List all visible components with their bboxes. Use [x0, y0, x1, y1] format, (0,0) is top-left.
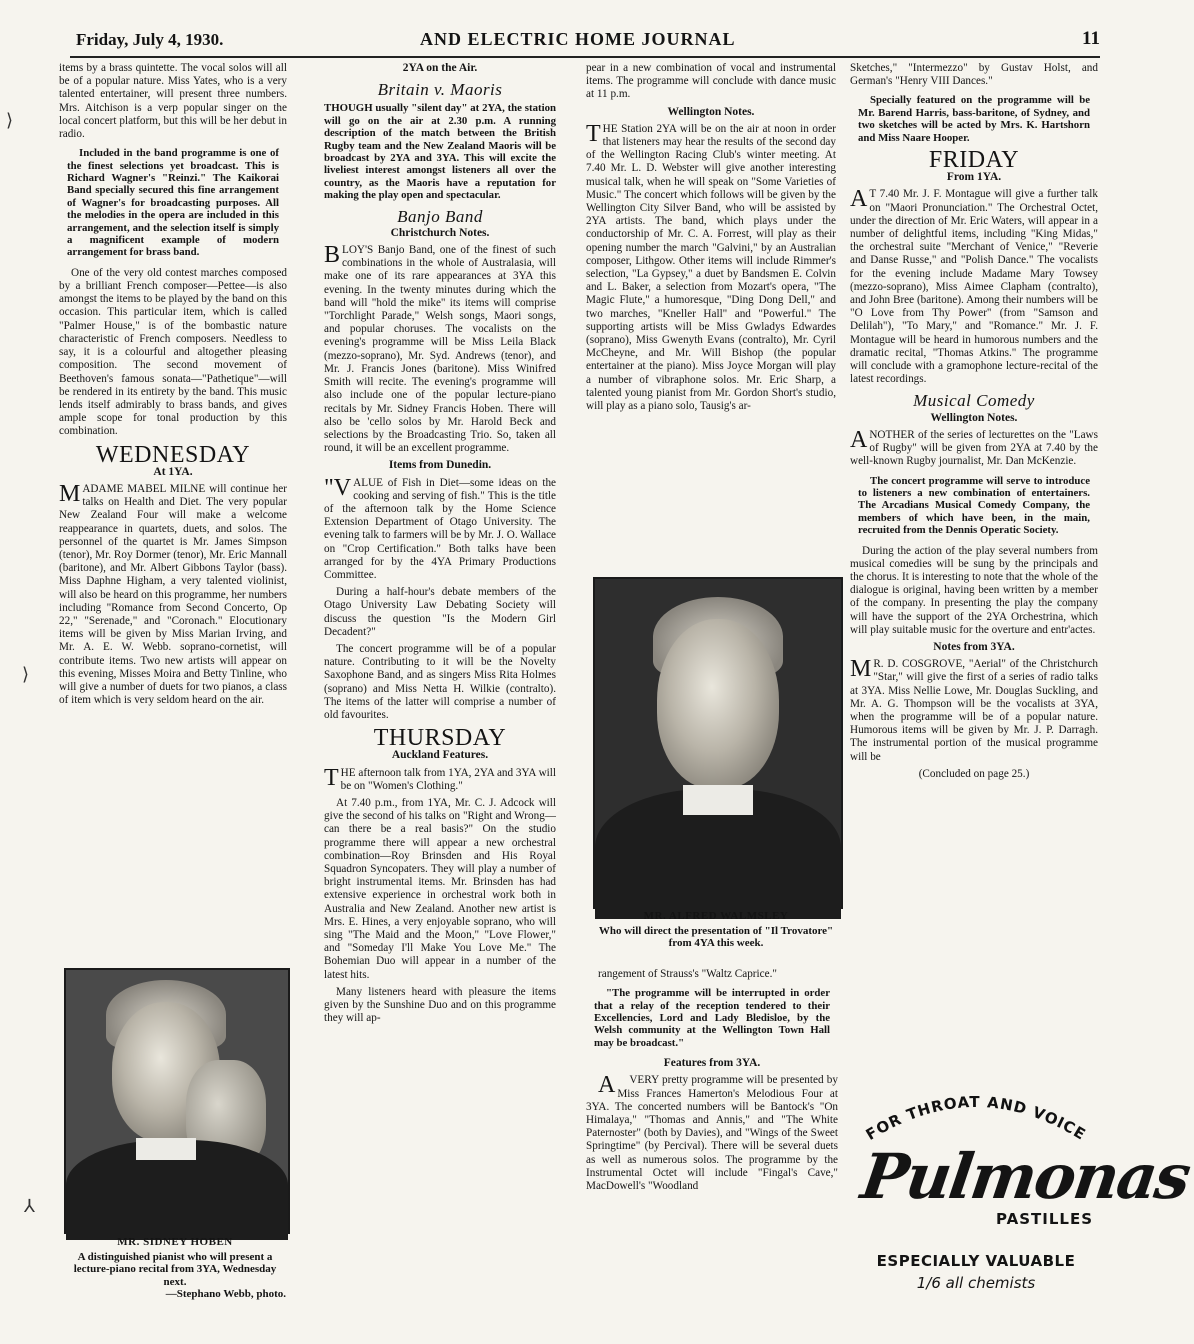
article-paragraph: AT 7.40 Mr. J. F. Montague will give a further talk on "Maori Pronunciation." The Orchestral Octet, under the direction of Mr. Eric Waters, will appear in a number of delightful items, including "King Midas," the orchestral suite "Merchant of Venice," "Reverie and Danse Russe," and "Polish Dance." The vocalists for the evening include Madame Mary Towsey (mezzo-soprano), Miss Aimee Clapham (contralto), and John Bree (baritone). Among their numbers will be "O Love from Thy Power" (from "Samson and Delilah"), "To Mary," and "Romance." Mr. J. F. Montague will be heard in humorous numbers and the dramatic recital, "Thomas Atkins." The programme will conclude with a gramophone lecture-recital of the latest recordings.: [850, 186, 1098, 386]
section-heading: Auckland Features.: [391, 749, 489, 762]
article-paragraph: AVERY pretty programme will be presented by Miss Frances Hamerton's Melodious Four at 3YA. The concerted numbers will be Bantock's "On Himalaya," "Thomas and Annis," and "The White Paternoster" (both by Davies), and "Wings of the Sweet Springtime" (by Percival). There will be several duets as well as numerous solos. The programme by the Instrumental Octet will include "Fingal's Cave," MacDowell's "Woodland: [586, 1072, 838, 1193]
section-heading: Wellington Notes.: [930, 411, 1018, 424]
issue-date: Friday, July 4, 1930.: [76, 30, 224, 49]
column-4: [850, 62, 1098, 785]
article-paragraph: rangement of Strauss's "Waltz Caprice.": [598, 968, 777, 980]
highlight-paragraph: Included in the band programme is one of the finest selections yet broadcast. This is Richard Wagner's "Reinzi." The Kaikorai Band specially secured this fine arrangement of Wagner's for broadcasting purposes. All the melodies in the opera are included in this arrangement, and the selection itself is simply a magnificent example of modern arrangement for brass band.: [67, 147, 279, 259]
section-heading: Wellington Notes.: [667, 105, 755, 118]
article-paragraph: MR. D. COSGROVE, "Aerial" of the Christchurch "Star," will give the first of a series of radio talks at 3YA. Miss Nellie Lowe, Mr. Douglas Suckling, and Mr. A. G. Thompson will be the vocalists at 3YA, when the programme will be of a popular nature. Humorous items will be given by Mr. J. P. Darragh. The instrumental portion of the musical programme will be: [850, 656, 1098, 763]
article-paragraph: pear in a new combination of vocal and instrumental items. The programme will conclude with dance music at 11 p.m.: [586, 62, 836, 101]
article-paragraph: items by a brass quintette. The vocal solos will all be of a popular nature. Miss Yates, who is a very talented entertainer, will present three numbers. Mrs. Aitchison is a verp popular singer on the local concert platform, but this will be her debut in radio.: [59, 62, 287, 141]
ad-brand-logo: Pulmonas: [856, 1140, 1194, 1213]
article-paragraph: THE Station 2YA will be on the air at noon in order that listeners may hear the results of the second day of the Wellington Racing Club's winter meeting. At 7.40 Mr. L. D. Webster will give another interesting musical talk, when he will speak on "Some Varieties of Music." The concert which follows will be given by the Wellington City Silver Band, who will be assisted by 2YA artists. The band, which plays under the conductorship of Mr. C. A. Forrest, will play as their opening number the march "Galvini," by an Australian composer, Lithgow. Other items will include Rimmer's selection, "La Gypsey," a duet by Bandsmen E. Colvin and L. Baker, a selection from Mozart's opera, "The Magic Flute," a humoresque, "Ding Dong Dell," and two marches, "Kneller Hall" and "Powerful." The supporting artists will be Miss Gwladys Edwardes (soprano), Miss Gwenyth Evans (contralto), Mr. Cyril McCheyne, and Mr. Will Bishop (the popular entertainer at the piano). Miss Joyce Morgan will play a number of vibraphone solos. Mr. Eric Sharp, a talented young pianist from Mr. Gordon Short's studio, will play as a piano solo, Tausig's ar-: [586, 120, 836, 413]
margin-mark: ⟩: [22, 664, 30, 684]
caption-alfred-walmsley: [593, 910, 839, 950]
photo-credit: —Stephano Webb, photo.: [165, 1288, 286, 1300]
section-heading: Items from Dunedin.: [388, 459, 492, 472]
italic-heading: Banjo Band: [397, 206, 483, 226]
page-header: [70, 26, 1100, 58]
portrait-sidney-hoben: [64, 968, 290, 1234]
italic-heading: Britain v. Maoris: [377, 80, 503, 100]
article-paragraph: ANOTHER of the series of lecturettes on the "Laws of Rugby" will be given from 2YA at 7.40 by the well-known Rugby journalist, Mr. Dan McKenzie.: [850, 426, 1098, 468]
section-heading: Notes from 3YA.: [933, 640, 1015, 653]
journal-title: AND ELECTRIC HOME JOURNAL: [420, 29, 736, 49]
page-number: 11: [1082, 28, 1100, 49]
arc-slogan: [856, 1082, 1096, 1142]
caption-text: Who will direct the presentation of "Il Trovatore" from 4YA this week.: [598, 924, 834, 949]
italic-heading: Musical Comedy: [913, 391, 1035, 411]
highlight-paragraph: Specially featured on the programme will be Mr. Barend Harris, bass-baritone, of Sydney, and two sketches will be acted by Mrs. K. Hartshorn and Miss Naare Hooper.: [858, 94, 1090, 144]
ad-tagline: ESPECIALLY VALUABLE: [876, 1252, 1076, 1270]
article-paragraph: At 7.40 p.m., from 1YA, Mr. C. J. Adcock will give the second of his talks on "Right and Wrong—can there be a real basis?" On the studio programme there will appear a new orchestral combination—Roy Brinsden and His Royal Squadron Syncopaters. They will play a number of bright instrumental items. Mr. Brinsden has had extensive experience in orchestral work both in Australia and New Zealand. Another new artist is Mrs. E. Hines, a very enjoyable soprano, who will sing "The Maid and the Moon," "Love Flower," and "Someday I'll Make You Love Me." The Bohemian Duo will appear in a number of the latest hits.: [324, 796, 556, 981]
article-paragraph: BLOY'S Banjo Band, one of the finest of such combinations in the whole of Australasia, will make one of its rare appearances at 3YA this evening. In the twenty minutes during which the band will "hold the mike" its items will comprise "Torchlight Parade," Welsh songs, Maori songs, and popular choruses. The vocalists on the evening's programme will be Miss Leila Black (mezzo-soprano), Mr. Syd. Andrews (tenor), and Mr. J. Francis Jones (baritone). Miss Winifred Smith will recite. The evening's programme will also include one of the popular lecture-piano recitals by Mr. Sidney Francis Hoben. There will also be 'cello solos by Mr. Harold Beck and selections by the Broadcasting Trio. So, taken all round, it will be an excellent programme.: [324, 242, 556, 455]
pulmonas-advertisement: [856, 1082, 1194, 1306]
article-paragraph: During a half-hour's debate members of the Otago University Law Debating Society will discuss the question "Is the Modern Girl Decadent?": [324, 586, 556, 638]
station-subheading: At 1YA.: [153, 465, 193, 478]
day-heading-friday: FRIDAY: [928, 147, 1020, 174]
caption-sidney-hoben: [64, 1236, 286, 1301]
day-heading-thursday: THURSDAY: [373, 725, 507, 752]
margin-mark: ⅄: [24, 1196, 35, 1216]
day-heading-wednesday: WEDNESDAY: [95, 441, 251, 468]
article-paragraph: THE afternoon talk from 1YA, 2YA and 3YA will be on "Women's Clothing.": [324, 764, 556, 792]
article-paragraph: "VALUE of Fish in Diet—some ideas on the cooking and serving of fish." This is the title of the afternoon talk by the Home Science Extension Department of Otago University. The evening talk to farmers will be by Mr. J. O. Wallace on "Crop Certification." Both talks have been arranged for by the 4YA Primary Productions Committee.: [324, 474, 556, 581]
article-paragraph: One of the very old contest marches composed by a brilliant French composer—Pettee—is also amongst the items to be played by the band on this occasion. This particular item, which is called "Palmer House," is of the bombastic nature characteristic of French composers. Needless to say, it is a colourful and altogether pleasing composition. The second movement of Beethoven's famous sonata—"Pathetique"—will be rendered in its entirety by the band. This music lends itself admirably to brass bands, and gives ample scope for tonal production by this combination.: [59, 266, 287, 438]
column-3: [586, 62, 836, 417]
article-paragraph: Sketches," "Intermezzo" by Gustav Holst, and German's "Henry VIII Dances.": [850, 62, 1098, 88]
article-paragraph: MADAME MABEL MILNE will continue her talks on Health and Diet. The very popular New Zealand Four will make a welcome reappearance in quartets, duets, and solos. The personnel of the quartet is Mr. James Simpson (tenor), Mr. Roy Dormer (tenor), Mr. Eric Mannall (baritone), and Mr. Albert Gibbons Taylor (bass). Miss Daphne Higham, a very talented violinist, will also be heard on this programme, her numbers including "Romance from Second Concerto, Op 22," "Serenade," and "Coronach." Elocutionary items will be given by Miss Marian Irving, and Mr. A. E. W. Webb. soprano-cornetist, will contribute items. Two new artists will appear on this evening, Misses Moira and Betty Tinline, who will give a number of duets for two pianos, a class of item which is very seldom heard on the air.: [59, 480, 287, 707]
column-3-lower: [586, 968, 838, 1197]
continuation-note: (Concluded on page 25.): [918, 767, 1030, 780]
station-subheading: From 1YA.: [946, 171, 1002, 184]
article-paragraph: Many listeners heard with pleasure the items given by the Sunshine Duo and on this programme they will ap-: [324, 985, 556, 1025]
portrait-alfred-walmsley: [593, 577, 843, 909]
column-2: [324, 62, 556, 1029]
column-1: [59, 62, 287, 711]
ad-arc-text: FOR THROAT AND VOICE: [862, 1092, 1090, 1142]
section-heading: Christchurch Notes.: [390, 226, 490, 239]
caption-name: MR. ALFRED WALMSLEY: [643, 910, 789, 922]
article-paragraph: During the action of the play several numbers from musical comedies will be sung by the principals and the chorus. It is interesting to note that the whole of the dialogue is original, having been written by a member of the company. In presenting the play the company will have the support of the 2YA Orchestrina, which will play suitable music for the overture and entr'actes.: [850, 544, 1098, 636]
section-heading: 2YA on the Air.: [402, 62, 478, 74]
section-heading: Features from 3YA.: [663, 1057, 761, 1070]
caption-name: MR. SIDNEY HOBEN: [117, 1236, 233, 1248]
ad-product: PASTILLES: [996, 1210, 1094, 1228]
margin-mark: ⟩: [6, 110, 14, 130]
ad-price: 1/6 all chemists: [916, 1274, 1036, 1292]
svg-text:FOR THROAT AND VOICE: [863, 1093, 1090, 1142]
caption-text: A distinguished pianist who will present a lecture-piano recital from 3YA, Wednesday next.: [73, 1250, 277, 1288]
article-paragraph: The concert programme will be of a popular nature. Contributing to it will be the Novelty Saxophone Band, and as singers Miss Rita Holmes (soprano) and Miss Netta H. Wilkie (contralto). The items of the latter will comprise a number of old favourites.: [324, 642, 556, 721]
highlight-paragraph: "The programme will be interrupted in order that a relay of the reception tendered to their Excellencies, Lord and Lady Bledisloe, by the Welsh community at the Wellington Town Hall may be broadcast.": [594, 987, 830, 1049]
highlight-paragraph: The concert programme will serve to introduce to listeners a new combination of entertainers. The Arcadians Musical Comedy Company, the members of which have been, in the main, recruited from the Dennis Operatic Society.: [858, 474, 1090, 537]
highlight-paragraph: THOUGH usually "silent day" at 2YA, the station will go on the air at 2.30 p.m. A running description of the match between the British Rugby team and the New Zealand Maoris will be broadcast by 2YA and 3YA. This will excite the liveliest interest amongst listeners all over the country, as the Maoris have a reputation for making the play open and spectacular.: [324, 102, 556, 202]
